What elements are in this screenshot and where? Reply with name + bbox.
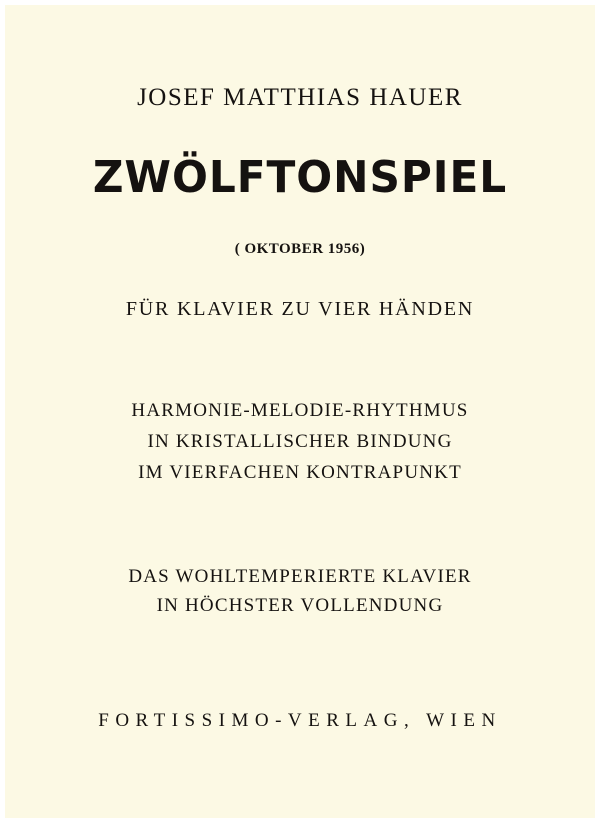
page-title: ZWÖLFTONSPIEL [92, 152, 508, 203]
claim-line: DAS WOHLTEMPERIERTE KLAVIER [128, 566, 472, 587]
claim-line: IN HÖCHSTER VOLLENDUNG [156, 595, 444, 616]
subtitle: FÜR KLAVIER ZU VIER HÄNDEN [125, 298, 475, 320]
description-line: IM VIERFACHEN KONTRAPUNKT [138, 462, 462, 483]
author: JOSEF MATTHIAS HAUER [137, 84, 463, 111]
description-line: IN KRISTALLISCHER BINDUNG [147, 431, 453, 452]
publisher: FORTISSIMO-VERLAG, WIEN [98, 710, 502, 731]
description-line: HARMONIE-MELODIE-RHYTHMUS [131, 400, 469, 421]
date: ( OKTOBER 1956) [234, 241, 366, 257]
